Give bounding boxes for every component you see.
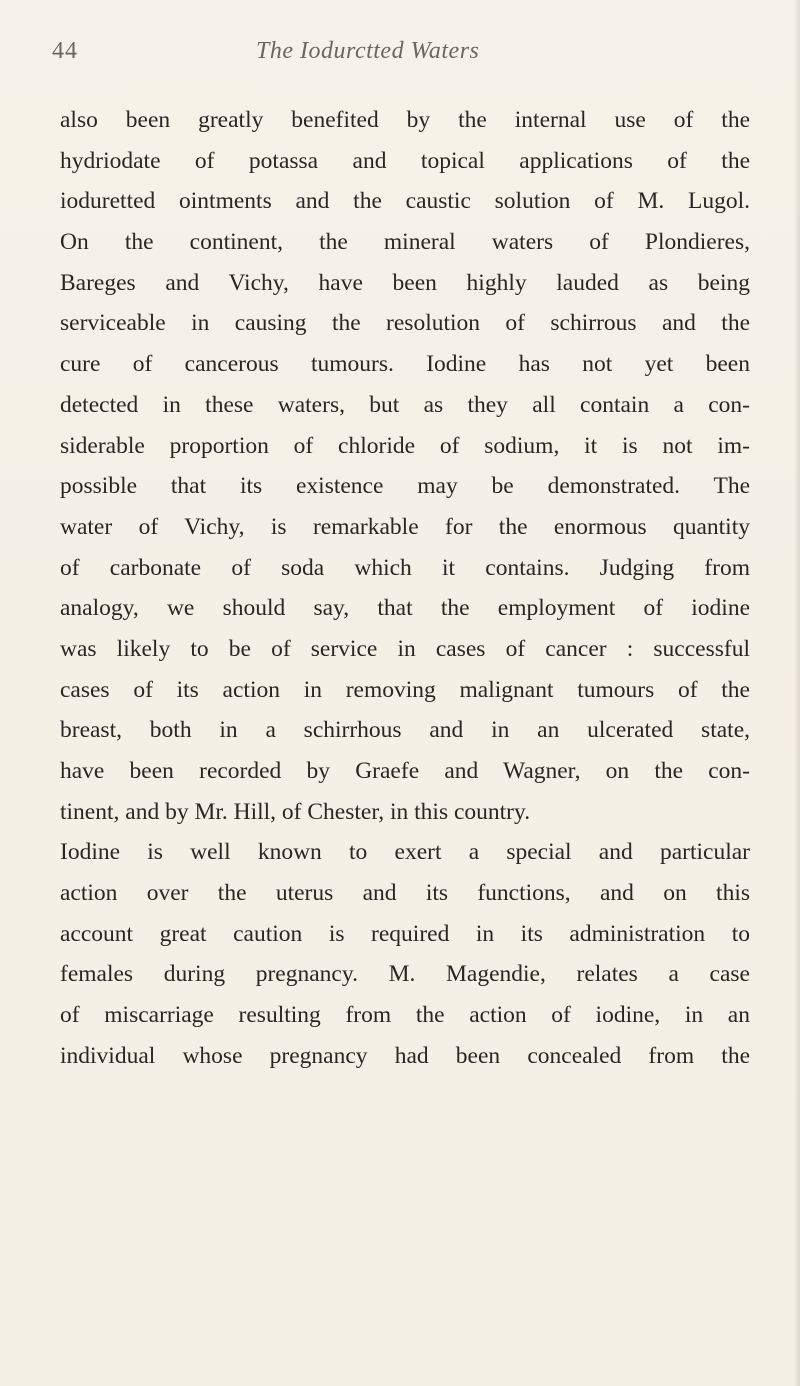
page-number: 44 bbox=[52, 38, 78, 64]
text-line: females during pregnancy. M. Magendie, relates a case bbox=[60, 961, 750, 988]
text-line: breast, both in a schirrhous and in an ulcerated state, bbox=[60, 717, 750, 744]
text-line: ioduretted ointments and the caustic solution of M. Lugol. bbox=[60, 188, 750, 215]
text-line: also been greatly benefited by the internal use of the bbox=[60, 107, 750, 133]
text-line: was likely to be of service in cases of cancer : successful bbox=[60, 635, 750, 662]
text-line: cases of its action in removing malignant tumours of the bbox=[60, 676, 750, 703]
text-line: Bareges and Vichy, have been highly lauded as being bbox=[60, 269, 750, 296]
text-line: possible that its existence may be demonstrated. The bbox=[60, 473, 750, 500]
page-edge-shadow bbox=[794, 0, 800, 1386]
text-line: water of Vichy, is remarkable for the enormous quantity bbox=[60, 513, 750, 540]
running-head bbox=[52, 38, 742, 78]
text-line: individual whose pregnancy had been concealed from the bbox=[60, 1042, 750, 1069]
text-line: cure of cancerous tumours. Iodine has not yet been bbox=[60, 351, 750, 378]
text-line: action over the uterus and its functions, and on this bbox=[60, 880, 750, 907]
text-line: siderable proportion of chloride of sodium, it is not im- bbox=[60, 432, 750, 459]
text-line: serviceable in causing the resolution of schirrous and the bbox=[60, 310, 750, 337]
text-line: detected in these waters, but as they all contain a con- bbox=[60, 391, 750, 418]
text-line: account great caution is required in its administration to bbox=[60, 920, 750, 947]
body-text bbox=[60, 100, 750, 1077]
text-line: Iodine is well known to exert a special and particular bbox=[60, 839, 750, 866]
text-line: of carbonate of soda which it contains. Judging from bbox=[60, 554, 750, 581]
text-line: of miscarriage resulting from the action of iodine, in an bbox=[60, 1002, 750, 1029]
text-line: hydriodate of potassa and topical applications of the bbox=[60, 147, 750, 174]
text-line: tinent, and by Mr. Hill, of Chester, in this country. bbox=[60, 798, 531, 825]
running-title: The Iodurctted Waters bbox=[256, 38, 480, 64]
text-line: have been recorded by Graefe and Wagner, on the con- bbox=[60, 758, 750, 784]
text-line: On the continent, the mineral waters of Plondieres, bbox=[60, 229, 750, 256]
text-line: analogy, we should say, that the employment of iodine bbox=[60, 595, 750, 622]
